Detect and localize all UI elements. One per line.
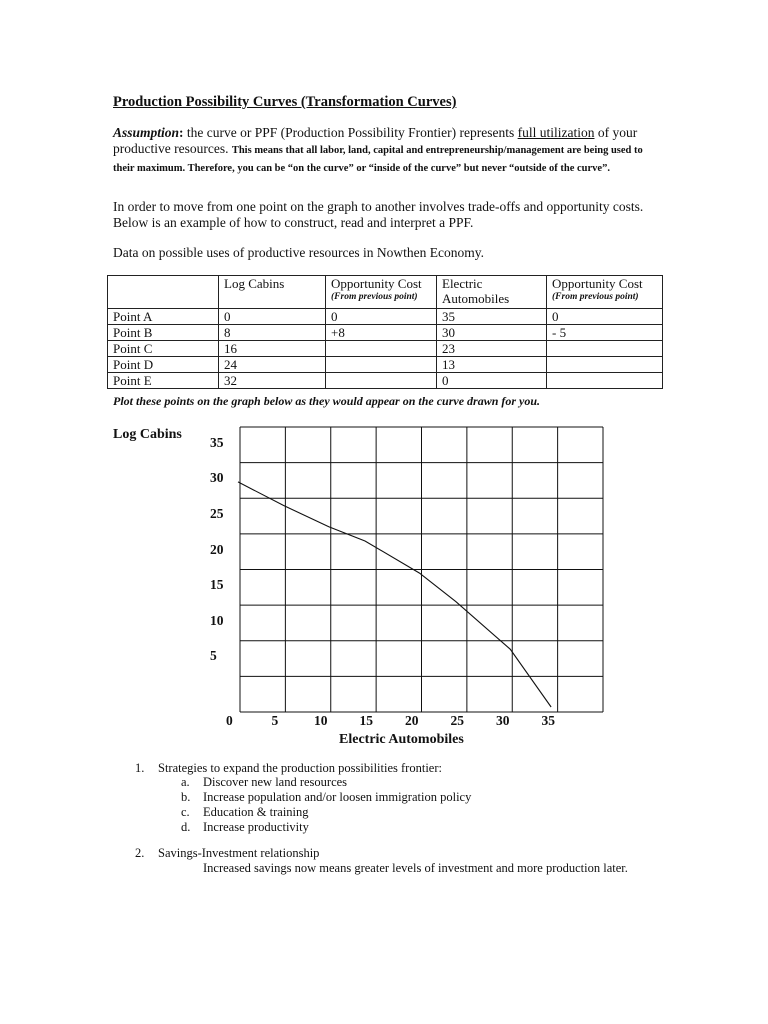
y-tick-label: 20: [210, 541, 224, 557]
cell-oc1: [326, 357, 437, 373]
assumption-label: Assumption: [113, 125, 180, 140]
cell-oc1: [326, 341, 437, 357]
cell-oc1: +8: [326, 325, 437, 341]
sublist-item: Increase productivity: [203, 820, 309, 834]
header-opportunity-cost-2: Opportunity Cost (From previous point): [547, 276, 663, 309]
header-electric-automobiles: Electric Automobiles: [437, 276, 547, 309]
assumption-bold-note: This means that all labor, land, capital and entrepreneurship/management are being used to their maximum. Therefore, you can be “on the curve” or “inside of the curve” but never “outside of the curve”.: [113, 145, 643, 174]
list-item-1-text: Strategies to expand the production possibilities frontier:: [158, 761, 442, 775]
cell-cabins: 8: [219, 325, 326, 341]
table-header-row: [108, 276, 663, 309]
sublist-letter: a.: [181, 775, 190, 789]
cell-oc1: 0: [326, 309, 437, 325]
sublist-letter: b.: [181, 790, 191, 804]
data-table: [107, 275, 663, 389]
cell-oc2: [547, 373, 663, 389]
data-intro-paragraph: Data on possible uses of productive resources in Nowthen Economy.: [113, 245, 485, 260]
table-row: [108, 341, 663, 357]
list-item-2-number: 2.: [135, 846, 145, 860]
cell-point: Point C: [108, 341, 219, 357]
tradeoff-paragraph: In order to move from one point on the graph to another involves trade-offs and opportunity costs. Below is an example of how to construct, read and interpret a PPF.: [113, 199, 644, 230]
cell-point: Point A: [108, 309, 219, 325]
x-tick-label: 25: [450, 713, 464, 728]
x-tick-label: 5: [271, 713, 279, 728]
sublist-item: Education & training: [203, 805, 309, 819]
cell-cabins: 24: [219, 357, 326, 373]
header-empty: [108, 276, 219, 309]
cell-autos: 30: [437, 325, 547, 341]
cell-autos: 23: [437, 341, 547, 357]
cell-oc2: - 5: [547, 325, 663, 341]
ppf-chart: [230, 420, 615, 720]
sublist-item: Discover new land resources: [203, 775, 348, 789]
table-row: [108, 309, 663, 325]
x-tick-label: 20: [405, 713, 419, 728]
table-row: [108, 357, 663, 373]
cell-cabins: 0: [219, 309, 326, 325]
header-sub-2: (From previous point): [552, 292, 639, 302]
cell-cabins: 32: [219, 373, 326, 389]
sublist-letter: c.: [181, 805, 190, 819]
cell-autos: 0: [437, 373, 547, 389]
list-item-1-number: 1.: [135, 761, 145, 775]
y-tick-label: 10: [210, 612, 224, 628]
sublist-item: Increase population and/or loosen immigration policy: [203, 790, 472, 804]
list-item-2-text: Savings-Investment relationship: [158, 846, 320, 860]
y-tick-label: 30: [210, 470, 224, 486]
y-tick-label: 5: [210, 648, 217, 664]
cell-oc2: 0: [547, 309, 663, 325]
y-axis-label: Log Cabins: [113, 427, 182, 442]
sublist-letter: d.: [181, 820, 191, 834]
x-tick-label: 0: [226, 713, 233, 728]
x-axis-label: Electric Automobiles: [339, 732, 464, 747]
assumption-paragraph: Assumption: the curve or PPF (Production Possibility Frontier) represents full utilization of your productive resources. This means that all labor, land, capital and entrepreneurship/management are being used to their maximum. Therefore, you can be “on the curve” or “inside of the curve” but never “outside of the curve”.: [113, 125, 643, 174]
cell-point: Point B: [108, 325, 219, 341]
cell-autos: 13: [437, 357, 547, 373]
cell-oc1: [326, 373, 437, 389]
y-tick-label: 35: [210, 434, 224, 450]
header-sub-1: (From previous point): [331, 292, 418, 302]
y-tick-label: 15: [210, 577, 224, 593]
cell-point: Point D: [108, 357, 219, 373]
header-opportunity-cost-1: Opportunity Cost (From previous point): [326, 276, 437, 309]
table-row: [108, 325, 663, 341]
assumption-text-2: of your productive resources.: [113, 125, 638, 156]
table-row: [108, 373, 663, 389]
chart-grid: [240, 427, 603, 712]
x-tick-label: 10: [314, 713, 328, 728]
full-utilization-term: full utilization: [517, 125, 595, 140]
x-tick-label: 30: [496, 713, 510, 728]
cell-oc2: [547, 357, 663, 373]
x-tick-label: 35: [541, 713, 555, 728]
cell-cabins: 16: [219, 341, 326, 357]
y-tick-label: 25: [210, 505, 224, 521]
x-tick-label: 15: [359, 713, 373, 728]
cell-point: Point E: [108, 373, 219, 389]
page-title: Production Possibility Curves (Transformation Curves): [113, 94, 457, 110]
header-log-cabins: Log Cabins: [219, 276, 326, 309]
plot-instruction: Plot these points on the graph below as they would appear on the curve drawn for you.: [113, 394, 541, 408]
list-item-2-detail: Increased savings now means greater levels of investment and more production later.: [203, 861, 628, 875]
assumption-text-1: the curve or PPF (Production Possibility Frontier) represents: [183, 125, 518, 140]
cell-autos: 35: [437, 309, 547, 325]
cell-oc2: [547, 341, 663, 357]
